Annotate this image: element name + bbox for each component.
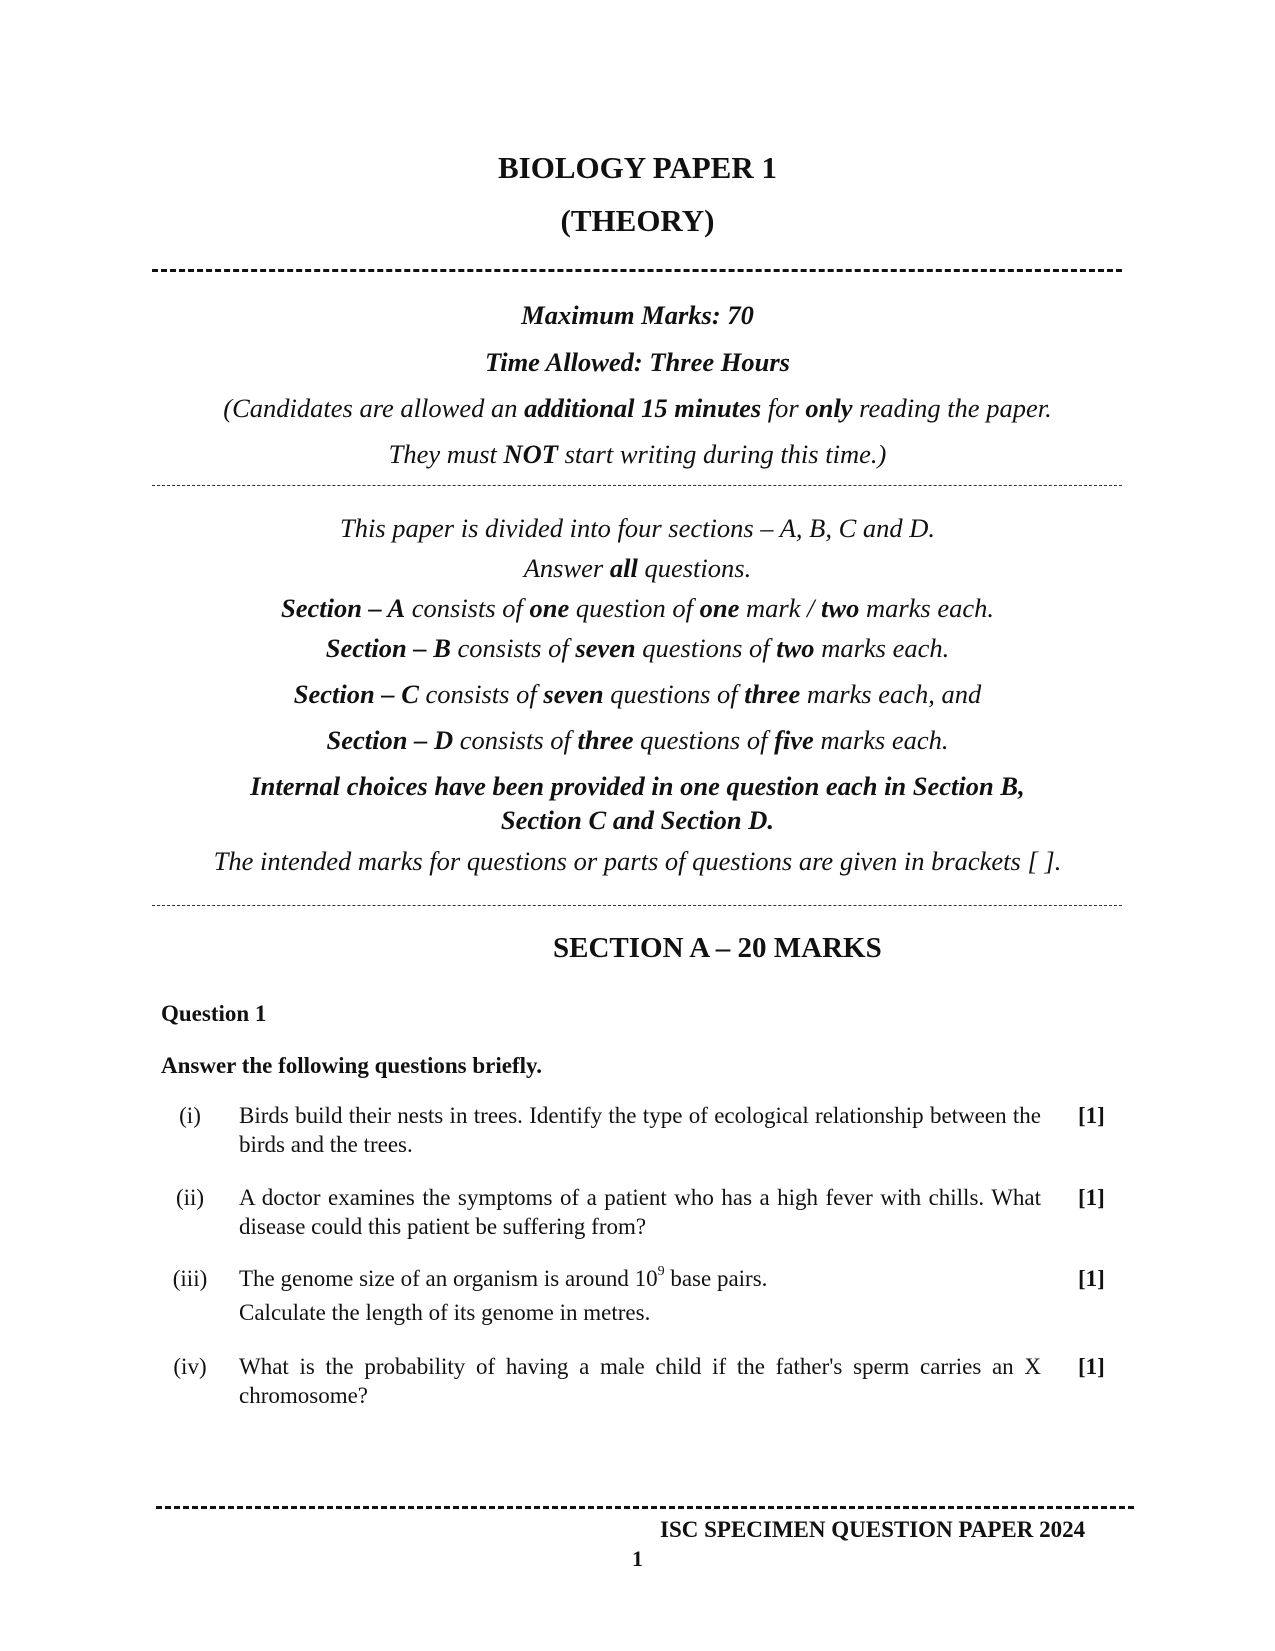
section-d-description: Section – D consists of three questions of five marks each. [326, 725, 949, 755]
section-a-description: Section – A consists of one question of one mark / two marks each. [280, 593, 995, 623]
question-text: A doctor examines the symptoms of a patient who has a high fever with chills. What disease could this patient be suffering from? [239, 1185, 1041, 1239]
section-c-description: Section – C consists of seven questions of three marks each, and [293, 679, 982, 709]
answer-all-instruction: Answer all questions. [523, 553, 752, 583]
question-number: (iii) [172, 1266, 208, 1291]
paper-title: BIOLOGY PAPER 1 [497, 150, 777, 185]
question-marks: [1] [1078, 1266, 1105, 1291]
internal-choice-note-line-2: Section C and Section D. [500, 805, 775, 835]
time-allowed: Time Allowed: Three Hours [485, 347, 790, 377]
paper-subtitle: (THEORY) [560, 203, 715, 238]
footer-divider [156, 1506, 1134, 1509]
internal-choice-note-line-1: Internal choices have been provided in one question each in Section B, [250, 771, 1025, 801]
question-marks: [1] [1078, 1103, 1105, 1128]
question-marks: [1] [1078, 1354, 1105, 1379]
no-writing-note: They must NOT start writing during this time.) [388, 439, 887, 469]
header-divider [152, 269, 1122, 272]
question-text: Birds build their nests in trees. Identify the type of ecological relationship between the birds and the trees. [239, 1103, 1041, 1157]
question-1-title: Question 1 [161, 1001, 267, 1026]
question-1-instruction: Answer the following questions briefly. [161, 1053, 543, 1078]
maximum-marks: Maximum Marks: 70 [521, 300, 754, 330]
footer-label: ISC SPECIMEN QUESTION PAPER 2024 [660, 1517, 1086, 1542]
page-number: 1 [632, 1546, 643, 1571]
section-b-description: Section – B consists of seven questions of two marks each. [325, 633, 950, 663]
question-text: What is the probability of having a male child if the father's sperm carries an X chromosome? [239, 1354, 1041, 1408]
question-number: (i) [179, 1103, 201, 1128]
question-text: The genome size of an organism is around $10^9$ base pairs. Calculate the length of its genome in metres. [239, 1264, 1041, 1327]
exponent: 9 [657, 1264, 665, 1280]
intended-marks-note: The intended marks for questions or parts of questions are given in brackets [ ]. [213, 846, 1062, 876]
instructions-divider [152, 905, 1122, 906]
info-divider [152, 485, 1122, 486]
question-number: (ii) [175, 1185, 205, 1210]
sections-overview: This paper is divided into four sections – A, B, C and D. [339, 513, 936, 543]
question-text-line-2: Calculate the length of its genome in metres. [239, 1300, 651, 1325]
question-marks: [1] [1078, 1185, 1105, 1210]
reading-time-note: (Candidates are allowed an additional 15 minutes for only reading the paper. [223, 393, 1052, 423]
question-number: (iv) [173, 1354, 207, 1379]
section-a-heading: SECTION A – 20 MARKS [553, 932, 882, 964]
